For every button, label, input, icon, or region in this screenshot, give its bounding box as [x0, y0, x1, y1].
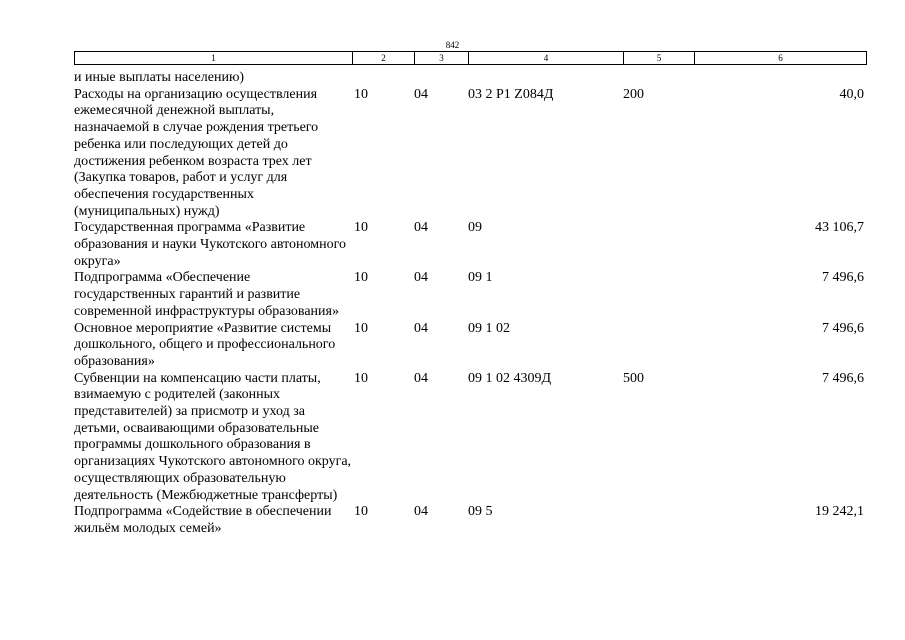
table-row	[74, 504, 866, 537]
row-expense-type: 200	[623, 86, 644, 102]
row-amount: 19 242,1	[815, 504, 864, 520]
row-expense-type	[623, 504, 694, 537]
row-name: Расходы на организацию осуществления ежемесячной денежной выплаты, назначаемой в случае рождения третьего ребенка или последующих детей до достижения ребенком возраста трех лет (Закупка товаров, работ и услуг для обеспечения государственных (муниципальных) нужд)	[74, 86, 319, 219]
row-subsection: 04	[414, 504, 428, 520]
table-row	[74, 371, 866, 505]
table-row	[74, 220, 866, 270]
row-expense-type: 500	[623, 370, 644, 386]
header-col-subsection: 3	[415, 52, 469, 65]
row-target: 09 1 02	[468, 320, 510, 336]
row-amount: 43 106,7	[815, 220, 864, 236]
table-row	[74, 87, 866, 221]
table-row	[74, 70, 866, 87]
row-section: 10	[354, 86, 368, 102]
row-amount: 7 496,6	[822, 270, 864, 286]
row-subsection: 04	[414, 220, 428, 236]
row-amount: 7 496,6	[822, 370, 864, 386]
row-name: Субвенции на компенсацию части платы, взимаемую с родителей (законных представителей) за присмотр и уход за детьми, осваивающими образовательные программы дошкольного образования в организациях Чукотского автономного округа, осуществляющих образовательную деятельность (Межбюджетные трансферты)	[74, 370, 352, 503]
row-amount: 40,0	[839, 86, 864, 102]
row-subsection: 04	[414, 320, 428, 336]
row-section: 10	[354, 220, 368, 236]
table-row	[74, 270, 866, 320]
row-subsection: 04	[414, 370, 428, 386]
row-section: 10	[354, 370, 368, 386]
row-name: Подпрограмма «Обеспечение государственных гарантий и развитие современной инфраструктуры образования»	[74, 270, 339, 319]
row-expense-type	[623, 70, 694, 87]
row-target: 09 1 02 4309Д	[468, 370, 552, 386]
header-col-section: 2	[353, 52, 415, 65]
row-section: 10	[354, 320, 368, 336]
row-expense-type	[623, 270, 694, 320]
row-expense-type	[623, 321, 694, 371]
row-section: 10	[354, 504, 368, 520]
header-col-target: 4	[469, 52, 624, 65]
row-subsection: 04	[414, 86, 428, 102]
row-name: Основное мероприятие «Развитие системы дошкольного, общего и профессионального образования»	[74, 320, 336, 369]
row-section: 10	[354, 270, 368, 286]
row-expense-type	[623, 220, 694, 270]
row-amount	[694, 70, 866, 87]
header-col-name: 1	[75, 52, 353, 65]
row-name: Подпрограмма «Содействие в обеспечении жильём молодых семей»	[74, 504, 332, 536]
row-subsection: 04	[414, 270, 428, 286]
budget-table	[74, 70, 866, 538]
row-name: и иные выплаты населению)	[74, 70, 245, 85]
header-col-amount: 6	[695, 52, 867, 65]
row-target	[468, 70, 623, 87]
page-number: 842	[445, 40, 460, 50]
table-header	[74, 51, 867, 65]
row-target: 09 5	[468, 504, 493, 520]
header-col-expense-type: 5	[624, 52, 695, 65]
table-row	[74, 321, 866, 371]
row-target: 09 1	[468, 270, 493, 286]
row-subsection	[414, 70, 468, 87]
row-target: 09	[468, 220, 482, 236]
row-section	[354, 70, 414, 87]
row-amount: 7 496,6	[822, 320, 864, 336]
row-target: 03 2 P1 Z084Д	[468, 86, 554, 102]
row-name: Государственная программа «Развитие образования и науки Чукотского автономного округа»	[74, 220, 347, 269]
